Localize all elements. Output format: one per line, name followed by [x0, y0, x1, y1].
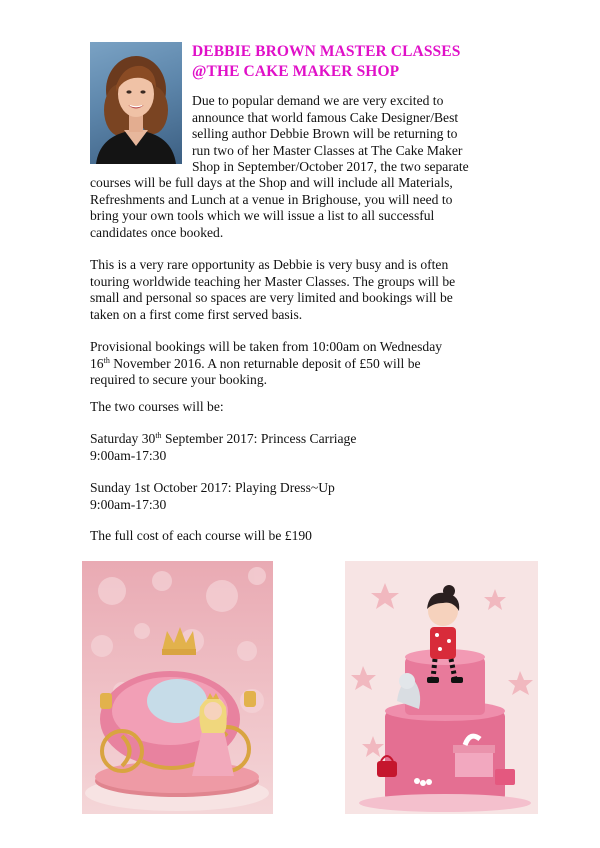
course-1 [90, 431, 530, 464]
course-1-day-suffix: th [155, 431, 162, 440]
bookings-line-1: Provisional bookings will be taken from 10:00am on Wednesday [90, 339, 443, 354]
bookings-day: 16 [90, 355, 104, 371]
course-1-time: 9:00am-17:30 [90, 447, 167, 463]
course-2 [90, 480, 530, 513]
opportunity-line: touring worldwide teaching her Master Classes. The groups will be [90, 273, 456, 289]
course-1-title [90, 431, 530, 448]
title-line-1: DEBBIE BROWN MASTER CLASSES [192, 43, 461, 60]
title-line-2: @THE CAKE MAKER SHOP [192, 63, 400, 80]
course-2-title: Sunday 1st October 2017: Playing Dress~Up [90, 480, 335, 495]
princess-carriage-cake-image [82, 561, 273, 814]
course-1-title-rest: September 2017: Princess Carriage [161, 431, 357, 446]
bookings-line-2 [90, 356, 530, 373]
course-2-time: 9:00am-17:30 [90, 496, 167, 512]
debbie-brown-portrait [90, 42, 182, 164]
bookings-paragraph [90, 339, 530, 389]
course-cost [90, 528, 530, 545]
courses-intro [90, 399, 530, 416]
course-cost-text: The full cost of each course will be £190 [90, 528, 312, 543]
playing-dress-up-cake-image [345, 561, 538, 814]
opportunity-paragraph [90, 257, 530, 323]
page-title [192, 42, 532, 82]
bookings-line-3: required to secure your booking. [90, 372, 268, 387]
bookings-line-2-rest: November 2016. A non returnable deposit of £50 will be [109, 355, 421, 371]
intro-line: Shop in September/October 2017, the two separate [192, 159, 469, 174]
opportunity-line: small and personal so spaces are very limited and bookings will be [90, 290, 453, 305]
intro-line: candidates once booked. [90, 224, 224, 240]
intro-line: courses will be full days at the Shop and will include all Materials, [90, 175, 453, 190]
intro-paragraph-bottom [90, 175, 530, 241]
course-1-day: Saturday 30 [90, 431, 156, 446]
opportunity-line: This is a very rare opportunity as Debbie is very busy and is often [90, 257, 449, 272]
intro-line: bring your own tools which we will issue a list to all successful [90, 208, 435, 223]
intro-line: Due to popular demand we are very excited to [192, 93, 444, 108]
courses-intro-text: The two courses will be: [90, 399, 224, 414]
intro-line: run two of her Master Classes at The Cake Maker [192, 142, 463, 158]
intro-line: selling author Debbie Brown will be returning to [192, 126, 458, 141]
intro-line: Refreshments and Lunch at a venue in Brighouse, you will need to [90, 191, 453, 207]
intro-line: announce that world famous Cake Designer/Best [192, 109, 459, 125]
bookings-day-suffix: th [103, 355, 110, 365]
opportunity-line: taken on a first come first served basis. [90, 306, 303, 322]
intro-paragraph-top [192, 93, 522, 176]
